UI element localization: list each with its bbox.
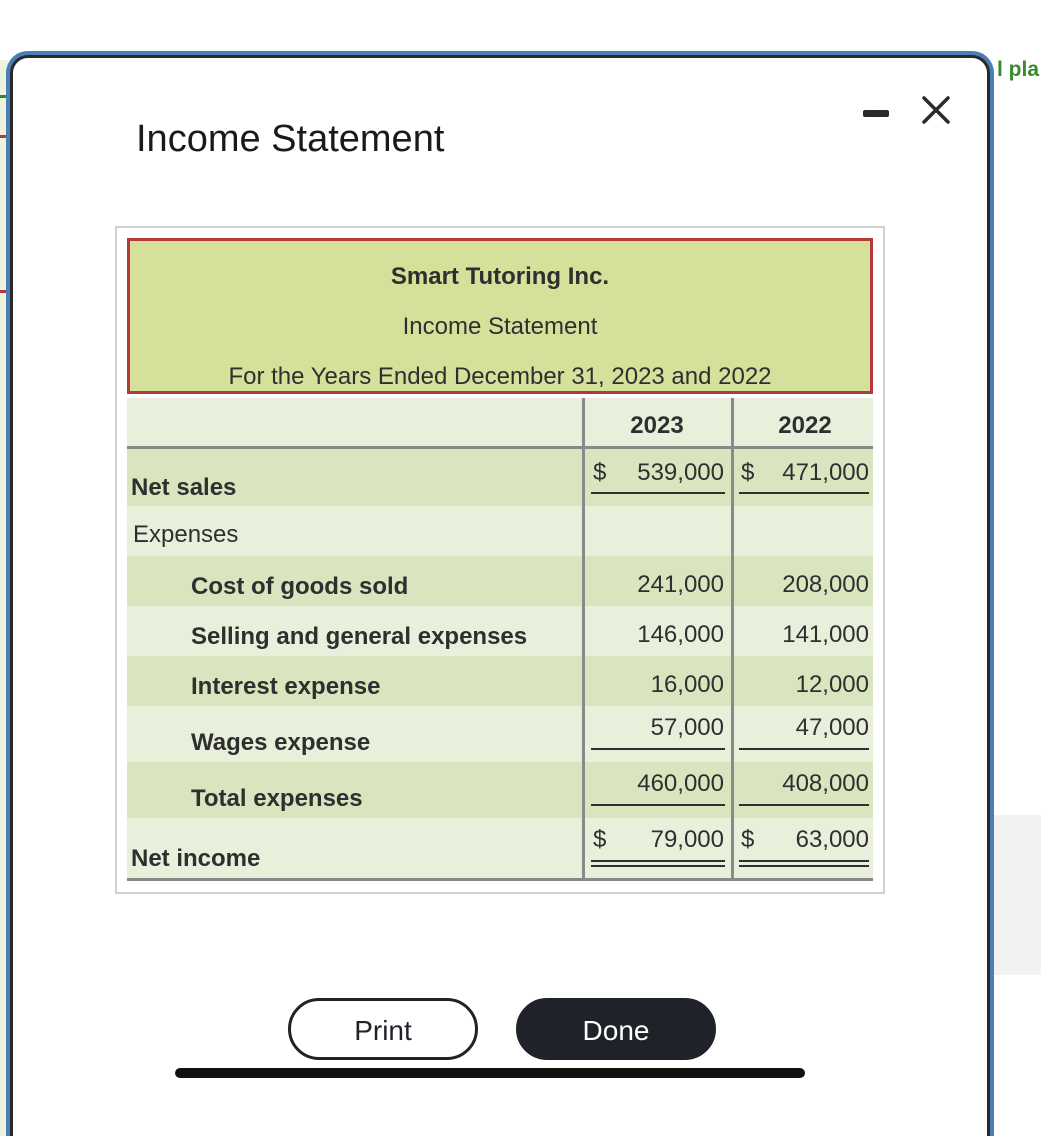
double-underline — [591, 860, 725, 862]
cogs-label: Cost of goods sold — [191, 573, 409, 600]
interest-label: Interest expense — [191, 673, 381, 700]
close-icon[interactable] — [918, 92, 954, 128]
underline — [739, 804, 869, 806]
net-income-2022: 63,000 — [795, 826, 869, 853]
background-mark — [0, 290, 8, 293]
table-row — [127, 506, 873, 556]
net-sales-label: Net sales — [131, 474, 237, 501]
currency-symbol: $ — [741, 826, 755, 853]
background-mark — [0, 95, 8, 98]
double-underline — [739, 860, 869, 862]
underline — [591, 492, 725, 494]
print-button[interactable]: Print — [288, 998, 478, 1060]
statement-period: For the Years Ended December 31, 2023 and 2022 — [228, 363, 772, 390]
column-header-2022: 2022 — [778, 412, 832, 439]
net-sales-2023: 539,000 — [637, 459, 724, 486]
statement-frame — [115, 226, 885, 894]
header-rule — [127, 446, 873, 449]
total-expenses-2023: 460,000 — [637, 770, 724, 797]
wages-2023: 57,000 — [650, 714, 724, 741]
underline — [739, 748, 869, 750]
bottom-rule — [127, 878, 873, 881]
interest-2023: 16,000 — [650, 671, 724, 698]
currency-symbol: $ — [593, 826, 607, 853]
currency-symbol: $ — [593, 459, 607, 486]
dialog-title: Income Statement — [136, 118, 445, 160]
total-expenses-label: Total expenses — [191, 785, 363, 812]
underline — [739, 492, 869, 494]
close-x-icon — [918, 92, 954, 128]
wages-label: Wages expense — [191, 729, 371, 756]
wages-2022: 47,000 — [795, 714, 869, 741]
company-name: Smart Tutoring Inc. — [390, 263, 610, 290]
done-button[interactable]: Done — [516, 998, 716, 1060]
selling-label: Selling and general expenses — [191, 623, 528, 650]
column-divider — [731, 398, 734, 880]
statement-name: Income Statement — [402, 313, 598, 340]
cogs-2023: 241,000 — [637, 571, 724, 598]
net-income-2023: 79,000 — [650, 826, 724, 853]
currency-symbol: $ — [741, 459, 755, 486]
minimize-icon[interactable] — [863, 110, 889, 117]
total-expenses-2022: 408,000 — [782, 770, 869, 797]
background-partial-text: l pla — [996, 58, 1039, 81]
background-panel — [990, 815, 1041, 975]
double-underline — [739, 865, 869, 867]
net-sales-2022: 471,000 — [782, 459, 869, 486]
column-header-2023: 2023 — [630, 412, 684, 439]
underline — [591, 804, 725, 806]
underline — [591, 748, 725, 750]
column-divider — [582, 398, 585, 880]
background-mark — [0, 135, 8, 138]
selling-2023: 146,000 — [637, 621, 724, 648]
net-income-label: Net income — [131, 845, 261, 872]
double-underline — [591, 865, 725, 867]
background-left-strip — [0, 60, 8, 1136]
cogs-2022: 208,000 — [782, 571, 869, 598]
selling-2022: 141,000 — [782, 621, 869, 648]
statement-header — [127, 238, 873, 394]
income-statement-dialog — [10, 55, 990, 1136]
interest-2022: 12,000 — [795, 671, 869, 698]
home-indicator — [175, 1068, 805, 1078]
expenses-label: Expenses — [133, 521, 239, 548]
